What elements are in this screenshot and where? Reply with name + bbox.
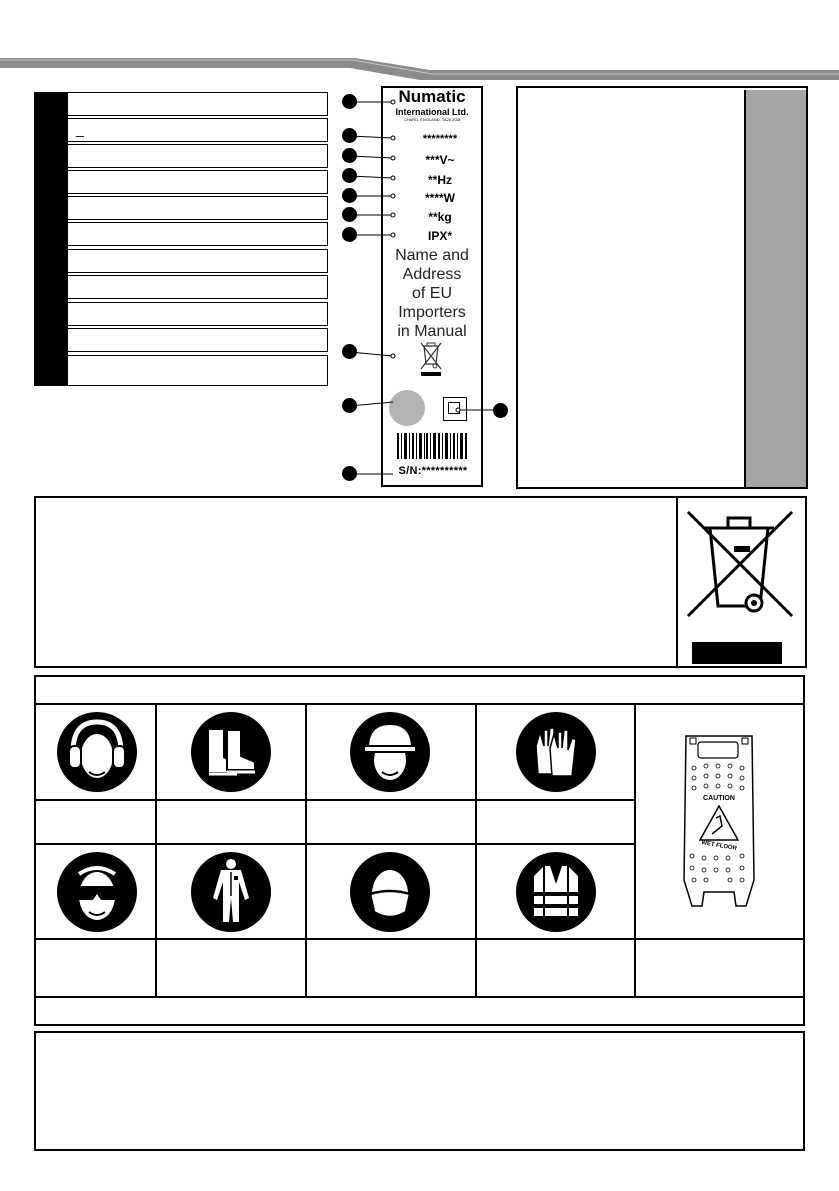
callout-dot-2 [342, 128, 357, 143]
wet-floor-sign-icon [676, 730, 762, 920]
ppe-header-divider [34, 703, 805, 705]
header-banner [0, 48, 839, 84]
importer-line-3: of EU [411, 285, 452, 302]
key-row-8 [68, 275, 328, 299]
plate-voltage: ***V~ [425, 153, 455, 167]
hard-hat-icon [350, 712, 430, 792]
importer-line-4: Importers [398, 304, 466, 321]
key-table-black-column [34, 92, 68, 386]
plate-ip-rating: IPX* [427, 229, 452, 243]
plate-brand: Numatic [398, 87, 466, 106]
plate-model: ******** [422, 133, 458, 145]
importer-line-1: Name and [395, 247, 469, 264]
plate-frequency: **Hz [427, 173, 452, 187]
key-row-9 [68, 302, 328, 326]
ppe-row-divider-1 [34, 799, 636, 801]
callout-dot-6 [342, 207, 357, 222]
plate-company: International Ltd. [395, 107, 469, 117]
coverall-icon [191, 852, 271, 932]
callout-dot-9 [342, 398, 357, 413]
sign-wet-floor-text: WET FLOOR [700, 839, 738, 853]
key-row-11 [68, 355, 328, 386]
callout-dot-11 [493, 403, 508, 418]
key-row-2 [68, 118, 328, 142]
ppe-row-divider-3 [34, 938, 805, 940]
hi-vis-vest-icon [516, 852, 596, 932]
plate-serial: S/N:********** [398, 465, 468, 477]
ppe-col-divider-4 [634, 703, 636, 998]
disposal-divider [676, 496, 678, 668]
face-mask-icon [350, 852, 430, 932]
ppe-col-divider-2 [305, 703, 307, 998]
gloves-icon [516, 712, 596, 792]
key-row-6 [68, 222, 328, 246]
importer-line-2: Address [402, 266, 462, 283]
callout-dot-3 [342, 148, 357, 163]
callout-dot-7 [342, 227, 357, 242]
importer-line-5: in Manual [397, 323, 467, 340]
key-row-10 [68, 328, 328, 352]
info-box-grey-panel [744, 90, 806, 487]
key-row-1 [68, 92, 328, 116]
callout-leaders [335, 86, 515, 486]
ppe-col-divider-3 [475, 703, 477, 998]
ppe-row-divider-2 [34, 843, 636, 845]
callout-dot-5 [342, 188, 357, 203]
notes-box [34, 1031, 805, 1151]
ear-protection-icon [57, 712, 137, 792]
key-row-7 [68, 249, 328, 273]
callout-dot-8 [342, 344, 357, 359]
safety-boots-icon [191, 712, 271, 792]
key-row-2-text: _ [76, 121, 84, 137]
ppe-col-divider-1 [155, 703, 157, 998]
callout-dot-4 [342, 168, 357, 183]
callout-dot-10 [342, 466, 357, 481]
weee-bin-icon [684, 506, 796, 664]
key-row-4 [68, 170, 328, 194]
sign-caution-text: CAUTION [703, 795, 735, 802]
plate-weight: **kg [428, 210, 452, 224]
safety-goggles-icon [57, 852, 137, 932]
plate-address: CHARD, ENGLAND, TA20 2GB [403, 117, 461, 122]
plate-power: ****W [424, 191, 455, 205]
ppe-footer-divider [34, 996, 805, 998]
key-row-3 [68, 144, 328, 168]
callout-dot-1 [342, 94, 357, 109]
key-row-5 [68, 196, 328, 220]
